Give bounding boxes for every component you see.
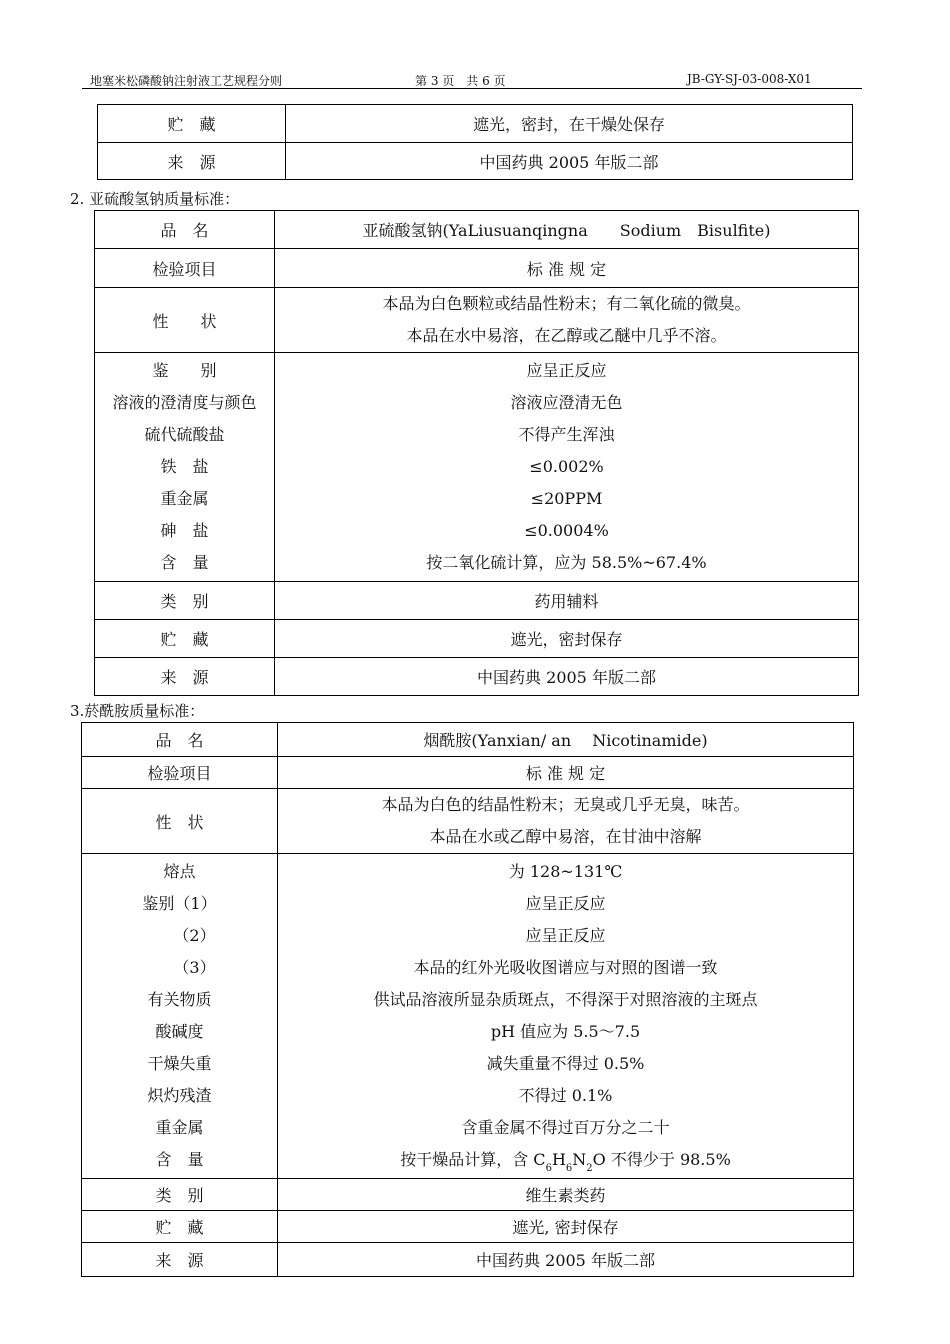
test-label: 铁 盐 <box>160 457 209 476</box>
test-label: （2） <box>173 926 216 945</box>
name-label: 品 名 <box>95 211 275 249</box>
test-label: 有关物质 <box>147 990 212 1009</box>
storage-value: 遮光，密封保存 <box>275 620 859 658</box>
test-label: 酸碱度 <box>155 1022 204 1041</box>
test-label: 含 量 <box>155 1150 204 1169</box>
test-value: 减失重量不得过 0.5% <box>486 1054 645 1073</box>
property-line: 本品在水或乙醇中易溶，在甘油中溶解 <box>429 827 702 846</box>
formula-element: H <box>551 1150 566 1169</box>
test-label: 重金属 <box>160 489 209 508</box>
test-label: 鉴别（1） <box>142 894 217 913</box>
test-value: 按二氧化硫计算，应为 58.5%~67.4% <box>426 553 707 572</box>
table-row <box>95 620 859 658</box>
source-value: 中国药典 2005 年版二部 <box>275 658 859 696</box>
test-values <box>275 353 859 582</box>
test-value: 应呈正反应 <box>526 361 607 380</box>
row-label: 贮 藏 <box>98 105 286 143</box>
formula-element: O <box>592 1150 606 1169</box>
assay-prefix: 按干燥品计算，含 C <box>400 1150 546 1169</box>
table-row <box>95 658 859 696</box>
test-value: ≤0.0004% <box>524 521 609 540</box>
test-value: ≤20PPM <box>530 489 603 508</box>
test-label: 干燥失重 <box>147 1054 212 1073</box>
test-value: pH 值应为 5.5～7.5 <box>490 1022 641 1041</box>
row-value: 遮光，密封，在干燥处保存 <box>286 105 853 143</box>
test-labels <box>82 854 278 1179</box>
category-value: 药用辅料 <box>275 582 859 620</box>
table-row <box>82 854 854 1179</box>
test-label: 炽灼残渣 <box>147 1086 212 1105</box>
test-label: （3） <box>173 958 216 977</box>
property-label: 性 状 <box>82 789 278 854</box>
storage-label: 贮 藏 <box>95 620 275 658</box>
property-value <box>275 288 859 353</box>
assay-suffix: 不得少于 98.5% <box>605 1150 731 1169</box>
table-row <box>95 288 859 353</box>
property-value <box>278 789 854 854</box>
header-title: 地塞米松磷酸钠注射液工艺规程分则 <box>90 74 283 88</box>
item-value: 标 准 规 定 <box>275 249 859 288</box>
section-heading: 3.菸酰胺质量标准： <box>70 702 205 720</box>
continuation-table <box>97 104 853 180</box>
row-value: 中国药典 2005 年版二部 <box>286 143 853 180</box>
table-row <box>82 1211 854 1243</box>
test-label: 溶液的澄清度与颜色 <box>112 393 257 412</box>
section-heading: 2. 亚硫酸氢钠质量标准： <box>70 190 240 208</box>
table-row <box>98 143 853 180</box>
item-label: 检验项目 <box>82 757 278 789</box>
table-row <box>82 1179 854 1211</box>
name-label: 品 名 <box>82 723 278 757</box>
formula-subscript: 2 <box>586 1163 593 1175</box>
table-row <box>95 211 859 249</box>
test-values <box>278 854 854 1179</box>
test-label: 含 量 <box>160 553 209 572</box>
table-row <box>82 1243 854 1277</box>
table-row <box>95 582 859 620</box>
storage-value: 遮光, 密封保存 <box>278 1211 854 1243</box>
table-row <box>98 105 853 143</box>
formula-element: N <box>572 1150 587 1169</box>
test-value: 含重金属不得过百万分之二十 <box>461 1118 670 1137</box>
property-line: 本品在水中易溶，在乙醇或乙醚中几乎不溶。 <box>406 326 727 345</box>
test-value: 应呈正反应 <box>525 894 606 913</box>
assay-value <box>278 1144 853 1176</box>
property-label: 性 状 <box>95 288 275 353</box>
row-label: 来 源 <box>98 143 286 180</box>
table-row <box>95 353 859 582</box>
header-page-number: 第 3 页 共 6 页 <box>415 74 506 88</box>
test-label: 硫代硫酸盐 <box>144 425 225 444</box>
storage-label: 贮 藏 <box>82 1211 278 1243</box>
property-line: 本品为白色的结晶性粉末；无臭或几乎无臭，味苦。 <box>381 795 750 814</box>
test-value: 不得产生浑浊 <box>518 425 615 444</box>
item-label: 检验项目 <box>95 249 275 288</box>
test-value: ≤0.002% <box>529 457 604 476</box>
name-value: 烟酰胺(Yanxian/ an Nicotinamide) <box>278 723 854 757</box>
table-row <box>95 249 859 288</box>
category-label: 类 别 <box>82 1179 278 1211</box>
formula-subscript: 6 <box>545 1163 552 1175</box>
test-label: 熔点 <box>163 862 196 881</box>
property-line: 本品为白色颗粒或结晶性粉末；有二氧化硫的微臭。 <box>382 294 751 313</box>
test-value: 为 128~131℃ <box>508 862 623 881</box>
test-value: 不得过 0.1% <box>518 1086 613 1105</box>
table-row <box>82 757 854 789</box>
test-value: 应呈正反应 <box>525 926 606 945</box>
formula-subscript: 6 <box>565 1163 573 1175</box>
source-value: 中国药典 2005 年版二部 <box>278 1243 854 1277</box>
test-label: 鉴 别 <box>152 361 217 380</box>
sodium-bisulfite-table <box>94 210 859 696</box>
test-value: 供试品溶液所显杂质斑点，不得深于对照溶液的主斑点 <box>373 990 758 1009</box>
header-rule <box>82 88 862 89</box>
item-value: 标 准 规 定 <box>278 757 854 789</box>
test-label: 砷 盐 <box>160 521 209 540</box>
source-label: 来 源 <box>95 658 275 696</box>
category-value: 维生素类药 <box>278 1179 854 1211</box>
table-row <box>82 789 854 854</box>
nicotinamide-table <box>81 722 854 1277</box>
source-label: 来 源 <box>82 1243 278 1277</box>
test-value: 本品的红外光吸收图谱应与对照的图谱一致 <box>413 958 718 977</box>
test-value: 溶液应澄清无色 <box>510 393 623 412</box>
table-row <box>82 723 854 757</box>
name-value: 亚硫酸氢钠(YaLiusuanqingna Sodium Bisulfite) <box>275 211 859 249</box>
test-label: 重金属 <box>155 1118 204 1137</box>
header-doc-number: JB-GY-SJ-03-008-X01 <box>687 72 812 86</box>
test-labels <box>95 353 275 582</box>
category-label: 类 别 <box>95 582 275 620</box>
